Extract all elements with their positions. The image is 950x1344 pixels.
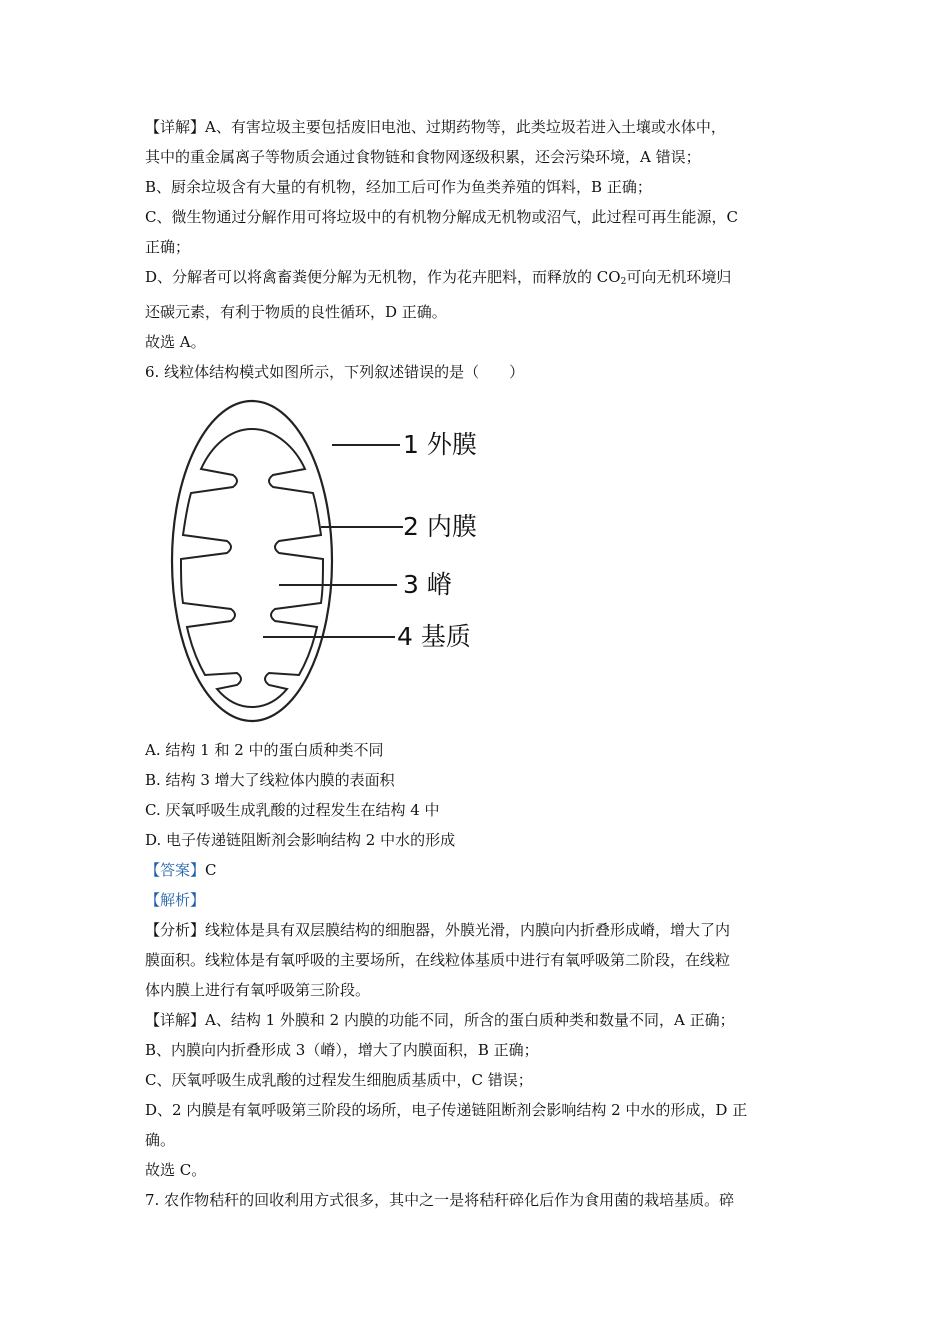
answer-line [145,855,810,885]
co2-text-before: D、分解者可以将禽畜粪便分解为无机物，作为花卉肥料，而释放的 CO [145,268,621,286]
text-line: 【分析】线粒体是具有双层膜结构的细胞器，外膜光滑，内膜向内折叠形成嵴，增大了内 [145,921,731,939]
co2-text-after: 可向无机环境归 [626,268,732,286]
text-line: 故选 C。 [145,1161,207,1179]
label-cristae: 3 嵴 [403,570,452,599]
text-line: 确。 [145,1131,176,1149]
question-6-stem: 6. 线粒体结构模式如图所示，下列叙述错误的是（ ） [145,363,525,381]
mitochondrion-diagram [145,389,810,729]
text-line: C、厌氧呼吸生成乳酸的过程发生细胞质基质中，C 错误； [145,1071,533,1089]
option-c: C. 厌氧呼吸生成乳酸的过程发生在结构 4 中 [145,801,440,819]
text-line: 故选 A。 [145,333,206,351]
text-line: 其中的重金属离子等物质会通过食物链和食物网逐级积累，还会污染环境，A 错误； [145,148,701,166]
question-7-stem: 7. 农作物秸秆的回收利用方式很多，其中之一是将秸秆碎化后作为食用菌的栽培基质。碎 [145,1191,735,1209]
label-inner-membrane: 2 内膜 [403,512,477,541]
option-a: A. 结构 1 和 2 中的蛋白质种类不同 [145,741,384,759]
text-line: 正确； [145,238,191,256]
option-b: B. 结构 3 增大了线粒体内膜的表面积 [145,771,395,789]
text-line-co2 [145,262,810,297]
text-line: B、厨余垃圾含有大量的有机物，经加工后可作为鱼类养殖的饵料，B 正确； [145,178,652,196]
text-line: 【详解】A、结构 1 外膜和 2 内膜的功能不同，所含的蛋白质种类和数量不同，A 正确； [145,1011,735,1029]
analysis-tag: 【解析】 [145,891,206,909]
option-d: D. 电子传递链阻断剂会影响结构 2 中水的形成 [145,831,456,849]
label-matrix: 4 基质 [397,622,471,651]
inner-membrane-shape [181,429,323,707]
text-line: 还碳元素，有利于物质的良性循环，D 正确。 [145,303,447,321]
text-line: 体内膜上进行有氧呼吸第三阶段。 [145,981,371,999]
text-line: 【详解】A、有害垃圾主要包括废旧电池、过期药物等，此类垃圾若进入土壤或水体中， [145,118,726,136]
answer-value: C [205,861,217,879]
text-line: D、2 内膜是有氧呼吸第三阶段的场所，电子传递链阻断剂会影响结构 2 中水的形成，D 正 [145,1101,748,1119]
outer-membrane-shape [172,401,332,721]
answer-tag: 【答案】 [145,861,206,879]
document-page [145,112,810,1215]
co2-subscript: 2 [620,277,627,287]
text-line: 膜面积。线粒体是有氧呼吸的主要场所，在线粒体基质中进行有氧呼吸第二阶段，在线粒 [145,951,731,969]
label-outer-membrane: 1 外膜 [403,430,477,459]
text-line: B、内膜向内折叠形成 3（嵴），增大了内膜面积，B 正确； [145,1041,539,1059]
text-line: C、微生物通过分解作用可将垃圾中的有机物分解成无机物或沼气，此过程可再生能源，C [145,208,738,226]
